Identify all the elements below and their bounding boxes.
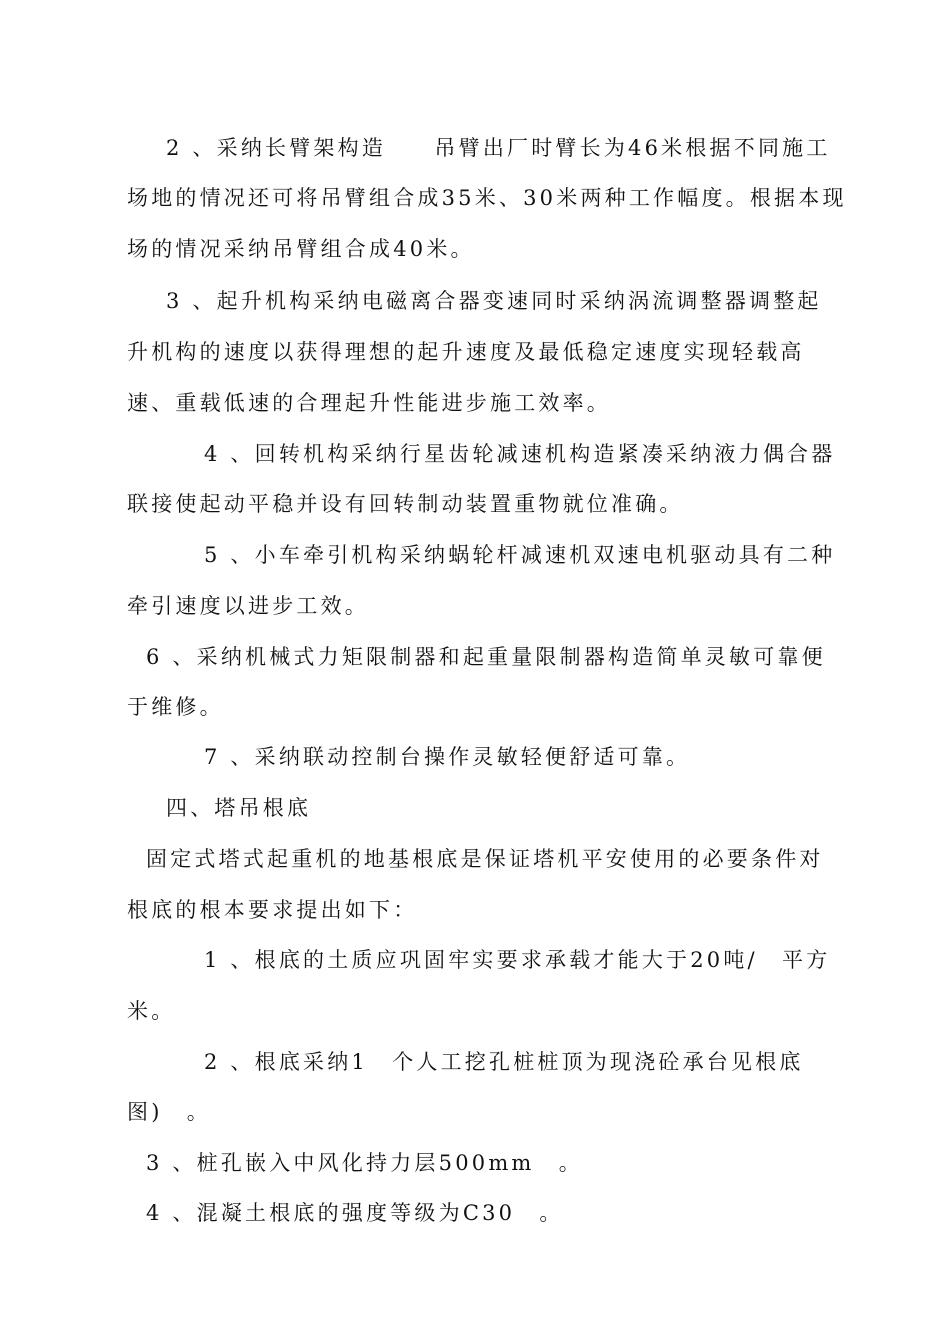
para-2-line-2: 场地的情况还可将吊臂组合成35米、30米两种工作幅度。根据本现 <box>127 186 847 210</box>
para-4-line-1: 4 、回转机构采纳行星齿轮减速机构造紧凑采纳液力偶合器 <box>204 442 836 466</box>
req-4: 4 、混凝土根底的强度等级为C30 。 <box>146 1201 564 1225</box>
req-1-line-1: 1 、根底的土质应巩固牢实要求承载才能大于20吨/ 平方 <box>204 948 831 972</box>
req-3: 3 、桩孔嵌入中风化持力层500mm 。 <box>146 1151 583 1175</box>
para-4-line-2: 联接使起动平稳并设有回转制动装置重物就位准确。 <box>127 492 684 516</box>
req-1-line-2: 米。 <box>127 999 176 1023</box>
para-5-line-2: 牵引速度以进步工效。 <box>127 594 369 618</box>
para-7-line-1: 7 、采纳联动控制台操作灵敏轻便舒适可靠。 <box>204 745 691 769</box>
para-6-line-2: 于维修。 <box>127 695 224 719</box>
para-3-line-1: 3 、起升机构采纳电磁离合器变速同时采纳涡流调整器调整起 <box>166 289 822 313</box>
para-6-line-1: 6 、采纳机械式力矩限制器和起重量限制器构造简单灵敏可靠便 <box>146 645 826 669</box>
req-2-line-1: 2 、根底采纳1 个人工挖孔桩桩顶为现浇砼承台见根底 <box>204 1050 804 1074</box>
para-3-line-3: 速、重载低速的合理起升性能进步施工效率。 <box>127 391 611 415</box>
req-2-line-2: 图) 。 <box>127 1100 211 1124</box>
para-3-line-2: 升机构的速度以获得理想的起升速度及最低稳定速度实现轻载高 <box>127 340 805 364</box>
para-2-line-3: 场的情况采纳吊臂组合成40米。 <box>127 237 475 261</box>
para-2-line-1: 2 、采纳长臂架构造 吊臂出厂时臂长为46米根据不同施工 <box>166 136 831 160</box>
intro-line-2: 根底的根本要求提出如下： <box>127 898 418 922</box>
intro-line-1: 固定式塔式起重机的地基根底是保证塔机平安使用的必要条件对 <box>146 847 824 871</box>
para-5-line-1: 5 、小车牵引机构采纳蜗轮杆减速机双速电机驱动具有二种 <box>204 543 836 567</box>
section-heading: 四、塔吊根底 <box>166 796 312 820</box>
